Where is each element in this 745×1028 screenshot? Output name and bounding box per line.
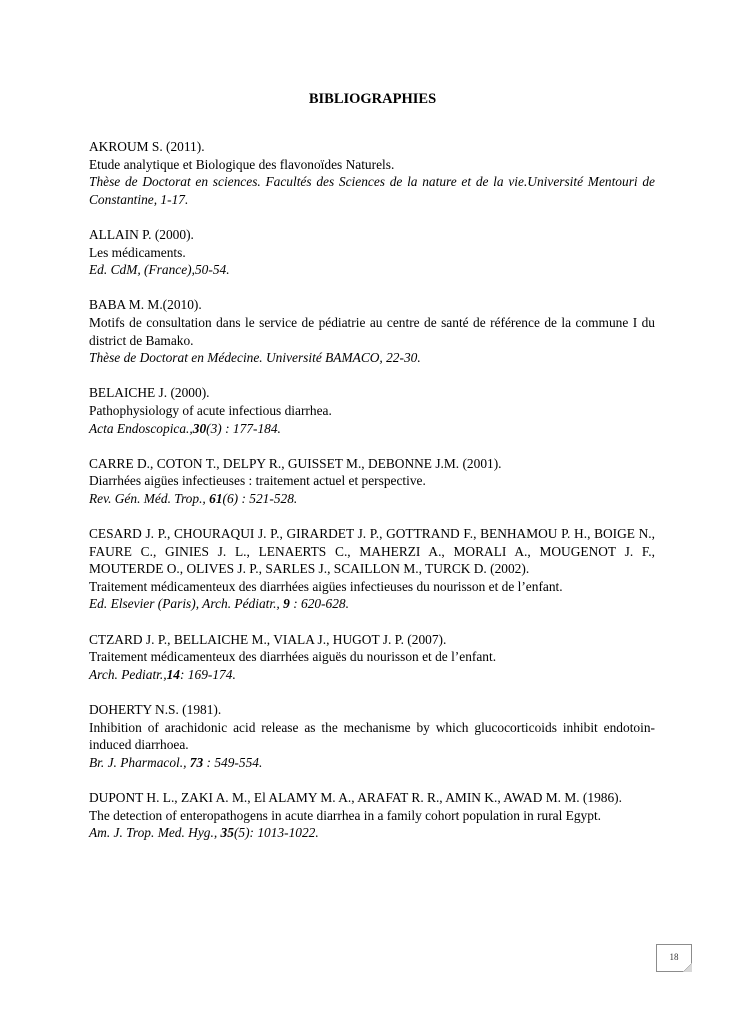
reference-volume: 30 [192, 420, 207, 436]
reference-title: Etude analytique et Biologique des flavonoïdes Naturels. [89, 156, 395, 172]
reference-pages: (3) : 177-184. [206, 420, 281, 436]
reference-authors: AKROUM S. (2011). [89, 139, 205, 154]
reference-pages: (6) : 521-528. [222, 490, 298, 506]
reference-title: Inhibition of arachidonic acid release as the mechanisme by which glucocorticoids inhibit endotoin-induced diarrhoea. [89, 719, 655, 753]
reference-source [89, 666, 655, 684]
reference-entry [89, 384, 655, 437]
reference-entry [89, 138, 655, 208]
reference-source: Thèse de Doctorat en Médecine. Université BAMACO, 22-30. [89, 350, 421, 366]
reference-entry [89, 525, 655, 613]
reference-title: Traitement médicamenteux des diarrhées aiguës du nourisson et de l’enfant. [89, 649, 497, 665]
reference-volume: 61 [209, 490, 223, 506]
page-number-box [656, 944, 692, 972]
reference-authors: DUPONT H. L., ZAKI A. M., El ALAMY M. A., ARAFAT R. R., AMIN K., AWAD M. M. (1986). [89, 789, 622, 805]
reference-journal: Br. J. Pharmacol., [89, 754, 190, 770]
reference-authors: DOHERTY N.S. (1981). [89, 702, 222, 717]
reference-journal: Ed. Elsevier (Paris), Arch. Pédiatr., [89, 596, 284, 612]
reference-list [89, 138, 655, 859]
reference-volume: 35 [220, 825, 234, 841]
reference-title: Traitement médicamenteux des diarrhées aigües infectieuses du nourisson et de l’enfant. [89, 578, 563, 594]
reference-entry [89, 226, 655, 279]
reference-title: Pathophysiology of acute infectious diarrhea. [89, 402, 332, 418]
reference-title: Les médicaments. [89, 244, 186, 260]
reference-source [89, 420, 655, 438]
reference-journal: Arch. Pediatr., [89, 666, 167, 682]
reference-authors: BABA M. M.(2010). [89, 297, 202, 313]
reference-source [89, 490, 655, 508]
reference-title: The detection of enteropathogens in acute diarrhea in a family cohort population in rural Egypt. [89, 807, 602, 823]
reference-entry [89, 631, 655, 684]
page-title: BIBLIOGRAPHIES [308, 91, 437, 107]
reference-journal: Rev. Gén. Méd. Trop., [89, 490, 210, 506]
folded-corner-icon [683, 963, 692, 972]
reference-source [89, 754, 655, 772]
reference-pages: : 620-628. [289, 596, 349, 612]
reference-volume: 14 [166, 666, 180, 682]
reference-volume: 9 [283, 596, 290, 612]
reference-authors: BELAICHE J. (2000). [89, 385, 210, 401]
reference-authors: CTZARD J. P., BELLAICHE M., VIALA J., HUGOT J. P. (2007). [89, 631, 447, 647]
reference-entry [89, 296, 655, 366]
reference-pages: : 169-174. [180, 666, 236, 682]
reference-source: Ed. CdM, (France),50-54. [89, 262, 230, 278]
reference-source [89, 824, 655, 842]
reference-pages: : 549-554. [203, 754, 263, 770]
reference-entry [89, 455, 655, 508]
reference-entry [89, 789, 655, 842]
reference-source: Thèse de Doctorat en sciences. Facultés des Sciences de la nature et de la vie.Université Mentouri de Constantine, 1-17. [89, 174, 655, 207]
reference-pages: (5): 1013-1022. [233, 825, 319, 841]
page-number: 18 [669, 952, 679, 962]
reference-journal: Acta Endoscopica., [89, 420, 193, 436]
reference-entry [89, 701, 655, 771]
reference-journal: Am. J. Trop. Med. Hyg., [89, 825, 221, 841]
reference-authors: ALLAIN P. (2000). [89, 226, 194, 242]
reference-source [89, 595, 655, 613]
reference-authors: CESARD J. P., CHOURAQUI J. P., GIRARDET J. P., GOTTRAND F., BENHAMOU P. H., BOIGE N., FAURE C., GINIES J. L., LENAERTS C., MAHERZI A., MORALI A., MOUGENOT J. F., MOUTERDE O., OLIVES J. P., SARLES J., SCAILLON M., TURCK D. (2002). [89, 526, 655, 577]
reference-title: Motifs de consultation dans le service de pédiatrie au centre de santé de référence de la commune I du district de Bamako. [89, 314, 655, 348]
reference-volume: 73 [189, 754, 204, 770]
reference-authors: CARRE D., COTON T., DELPY R., GUISSET M., DEBONNE J.M. (2001). [89, 455, 502, 471]
reference-title: Diarrhées aigües infectieuses : traitement actuel et perspective. [89, 473, 426, 489]
